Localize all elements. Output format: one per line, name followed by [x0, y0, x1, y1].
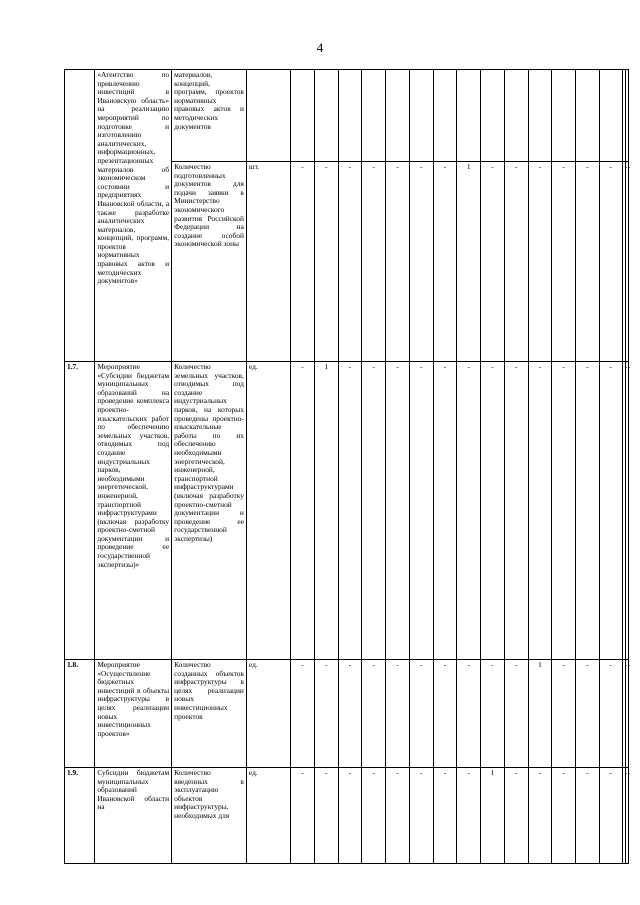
value-cell: - — [625, 768, 628, 864]
table-row — [65, 768, 629, 864]
value-cell: - — [599, 660, 622, 768]
value-cell: - — [386, 362, 409, 660]
value-cell: - — [362, 162, 386, 362]
value-cell: - — [528, 768, 551, 864]
value-cell: - — [622, 362, 625, 660]
value-cell: - — [314, 768, 338, 864]
value-cell: - — [552, 362, 576, 660]
value-cell — [386, 70, 409, 162]
value-cell — [338, 70, 361, 162]
row-number: 1.9. — [65, 768, 95, 864]
indicator-name: Количество введенных в эксплуатацию объектов инфраструктуры, необходимых для — [172, 768, 247, 864]
indicator-name: материалов, концепций, программ, проектов нормативных правовых актов и методических документов — [172, 70, 247, 162]
value-cell: - — [481, 362, 504, 660]
value-cell: - — [622, 768, 625, 864]
table-row — [65, 70, 629, 162]
unit-cell: шт. — [246, 162, 290, 362]
unit-cell — [246, 70, 290, 162]
value-cell: - — [433, 162, 456, 362]
value-cell: - — [599, 162, 622, 362]
value-cell: - — [338, 362, 361, 660]
value-cell: - — [552, 660, 576, 768]
row-number: 1.8. — [65, 660, 95, 768]
value-cell: 1 — [314, 362, 338, 660]
value-cell: 1 — [528, 660, 551, 768]
value-cell: - — [409, 660, 433, 768]
value-cell — [457, 70, 481, 162]
value-cell: 1 — [481, 768, 504, 864]
value-cell: - — [481, 660, 504, 768]
activity-name: «Агентство по привлечению инвестиций в Ивановскую область» на реализацию мероприятий по подготовке и изготовлению аналитических, информационных, презентационных материалов об экономическом состоянии и предприятиях Ивановской области, а также разработке аналитических материалов, концепций, программ, проектов нормативных правовых актов и методических документов» — [95, 70, 172, 362]
value-cell: - — [314, 660, 338, 768]
value-cell: - — [625, 362, 628, 660]
value-cell: - — [409, 768, 433, 864]
value-cell: - — [625, 162, 628, 362]
value-cell: - — [457, 660, 481, 768]
value-cell — [481, 70, 504, 162]
value-cell: - — [552, 162, 576, 362]
value-cell: - — [338, 660, 361, 768]
value-cell: - — [433, 660, 456, 768]
value-cell: - — [386, 162, 409, 362]
value-cell: - — [457, 768, 481, 864]
value-cell: - — [314, 162, 338, 362]
value-cell: - — [552, 768, 576, 864]
value-cell — [552, 70, 576, 162]
indicator-name: Количество подготовленных документов для подачи заявки в Министерство экономического развития Российской Федерации на создание особой экономической зоны — [172, 162, 247, 362]
value-cell: - — [576, 362, 599, 660]
value-cell: - — [409, 162, 433, 362]
value-cell: - — [481, 162, 504, 362]
value-cell — [433, 70, 456, 162]
value-cell: - — [362, 660, 386, 768]
value-cell — [576, 70, 599, 162]
value-cell: - — [599, 768, 622, 864]
value-cell: - — [291, 660, 314, 768]
activity-name: Субсидии бюджетам муниципальных образований Ивановской области на — [95, 768, 172, 864]
value-cell — [291, 70, 314, 162]
value-cell: - — [386, 768, 409, 864]
value-cell — [528, 70, 551, 162]
indicator-name: Количество земельных участков, отводимых под создание индустриальных парков, на которых проведены проектно-изыскательные работы по их обеспечению необходимыми энергетической, инженерной, транспортной инфраструктурами (включая разработку проектно-сметной документации и проведение ее государственной экспертизы) — [172, 362, 247, 660]
value-cell: - — [362, 362, 386, 660]
activity-name: Мероприятие «Осуществление бюджетных инвестиций в объекты инфраструктуры в целях реализации новых инвестиционных проектов» — [95, 660, 172, 768]
value-cell: 1 — [457, 162, 481, 362]
table-row — [65, 660, 629, 768]
value-cell — [314, 70, 338, 162]
value-cell: - — [576, 162, 599, 362]
row-number: 1.7. — [65, 362, 95, 660]
value-cell: - — [622, 162, 625, 362]
value-cell — [599, 70, 622, 162]
value-cell: - — [386, 660, 409, 768]
value-cell: - — [528, 162, 551, 362]
value-cell: - — [291, 162, 314, 362]
value-cell: - — [576, 768, 599, 864]
value-cell: - — [291, 768, 314, 864]
value-cell: - — [504, 162, 528, 362]
page-number: 4 — [316, 40, 324, 55]
value-cell: - — [599, 362, 622, 660]
value-cell: - — [504, 660, 528, 768]
unit-cell: ед. — [246, 768, 290, 864]
unit-cell: ед. — [246, 660, 290, 768]
value-cell: - — [362, 768, 386, 864]
value-cell: - — [338, 162, 361, 362]
value-cell: - — [338, 768, 361, 864]
value-cell: - — [433, 768, 456, 864]
value-cell: - — [504, 768, 528, 864]
value-cell — [625, 70, 628, 162]
activity-name: Мероприятие «Субсидии бюджетам муниципальных образований на проведение комплекса проектно-изыскательских работ по обеспечению земельных участков, отводимых под создание индустриальных парков, необходимыми энергетической, инженерной, транспортной инфраструктурами (включая разработку проектно-сметной документации и проведение ее государственной экспертизы)» — [95, 362, 172, 660]
value-cell: - — [409, 362, 433, 660]
value-cell — [504, 70, 528, 162]
value-cell — [362, 70, 386, 162]
value-cell: - — [433, 362, 456, 660]
value-cell: - — [504, 362, 528, 660]
indicator-name: Количество созданных объектов инфраструктуры в целях реализации новых инвестиционных проектов — [172, 660, 247, 768]
value-cell: - — [576, 660, 599, 768]
indicator-table — [64, 69, 629, 864]
value-cell: - — [528, 362, 551, 660]
value-cell — [409, 70, 433, 162]
unit-cell: ед. — [246, 362, 290, 660]
value-cell: - — [457, 362, 481, 660]
row-number — [65, 70, 95, 362]
table-row — [65, 362, 629, 660]
value-cell: - — [291, 362, 314, 660]
value-cell: - — [622, 660, 625, 768]
value-cell: - — [625, 660, 628, 768]
